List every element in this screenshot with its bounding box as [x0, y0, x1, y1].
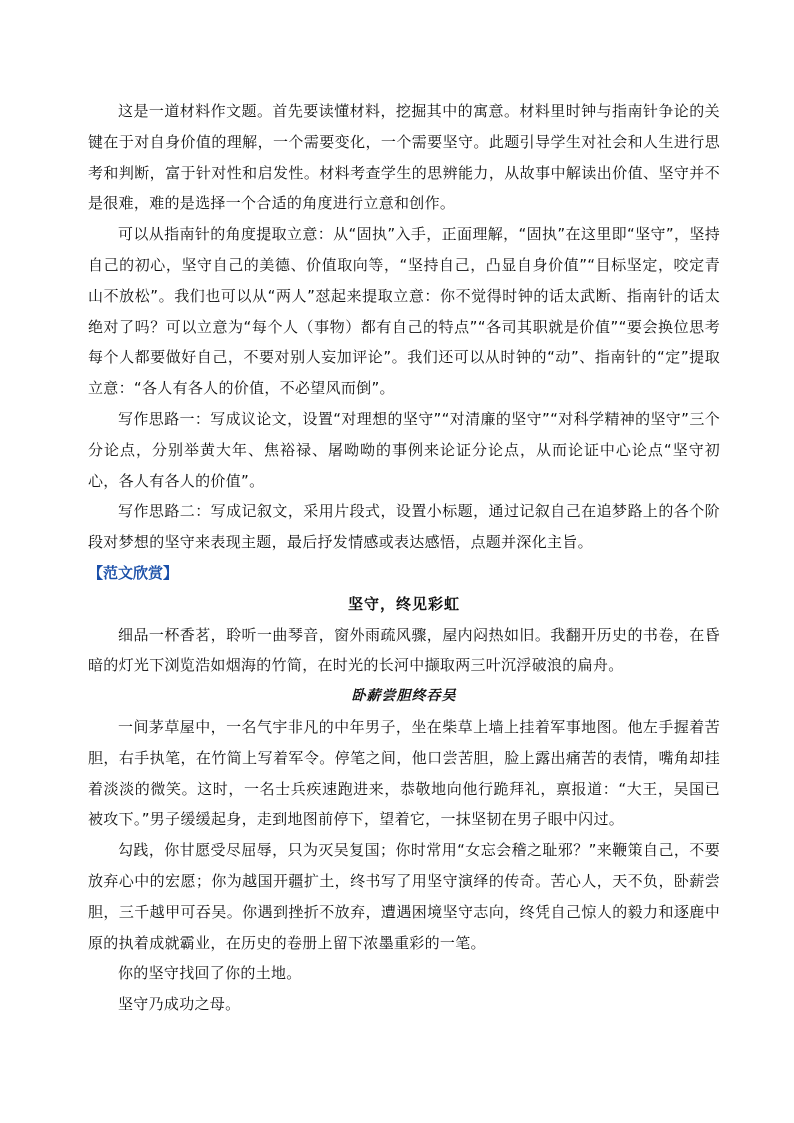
essay-title: 坚守，终见彩虹	[347, 594, 460, 613]
analysis-paragraph-3: 写作思路一：写成议论文，设置“对理想的坚守”“对清廉的坚守”“对科学精神的坚守”三个分论点，分别举黄大年、焦裕禄、屠呦呦的事例来论证分论点，从而论证中心论点“坚守初心，各人有各人的价值”。	[88, 409, 720, 490]
essay-subtitle-1: 卧薪尝胆终吞吴	[351, 688, 457, 705]
essay-section1-paragraph-2: 勾践，你甘愿受尽屈辱，只为灭吴复国；你时常用“女忘会稽之耻邪？”来鞭策自己，不要放弃心中的宏愿；你为越国开疆扩土，终书写了用坚守演绎的传奇。苦心人，天不负，卧薪尝胆，三千越甲可吞吴。你遇到挫折不放弃，遭遇困境坚守志向，终凭自己惊人的毅力和逐鹿中原的执着成就霸业，在历史的卷册上留下浓墨重彩的一笔。	[88, 841, 720, 952]
essay-section1-paragraph-3: 你的坚守找回了你的土地。	[118, 964, 302, 983]
essay-section1-paragraph-1: 一间茅草屋中，一名气宇非凡的中年男子，坐在柴草上墙上挂着军事地图。他左手握着苦胆，右手执笔，在竹简上写着军令。停笔之间，他口尝苦胆，脸上露出痛苦的表情，嘴角却挂着淡淡的微笑。这时，一名士兵疾速跑进来，恭敬地向他行跪拜礼，禀报道：“大王，吴国已被攻下。”男子缓缓起身，走到地图前停下，望着它，一抹坚韧在男子眼中闪过。	[88, 717, 720, 829]
analysis-paragraph-1: 这是一道材料作文题。首先要读懂材料，挖掘其中的寓意。材料里时钟与指南针争论的关键在于对自身价值的理解，一个需要变化，一个需要坚守。此题引导学生对社会和人生进行思考和判断，富于针对性和启发性。材料考查学生的思辨能力，从故事中解读出价值、坚守并不是很难，难的是选择一个合适的角度进行立意和创作。	[88, 102, 720, 213]
essay-section1-paragraph-4: 坚守乃成功之母。	[118, 995, 241, 1014]
analysis-paragraph-2: 可以从指南针的角度提取立意：从“固执”入手，正面理解，“固执”在这里即“坚守”，坚持自己的初心，坚守自己的美德、价值取向等，“坚持自己，凸显自身价值”“目标坚定，咬定青山不放松”。我们也可以从“两人”怼起来提取立意：你不觉得时钟的话太武断、指南针的话太绝对了吗？可以立意为“每个人（事物）都有自己的特点”“各司其职就是价值”“要会换位思考每个人都要做好自己，不要对别人妄加评论”。我们还可以从时钟的“动”、指南针的“定”提取立意：“各人有各人的价值，不必望风而倒”。	[88, 225, 720, 398]
document-page	[88, 96, 720, 1020]
essay-intro: 细品一杯香茗，聆听一曲琴音，窗外雨疏风骤，屋内闷热如旧。我翻开历史的书卷，在昏暗的灯光下浏览浩如烟海的竹简，在时光的长河中撷取两三叶沉浮破浪的扁舟。	[88, 625, 720, 675]
analysis-paragraph-4: 写作思路二：写成记叙文，采用片段式，设置小标题，通过记叙自己在追梦路上的各个阶段对梦想的坚守来表现主题，最后抒发情感或表达感悟，点题并深化主旨。	[88, 502, 720, 552]
section-label: 【范文欣赏】	[88, 563, 179, 582]
